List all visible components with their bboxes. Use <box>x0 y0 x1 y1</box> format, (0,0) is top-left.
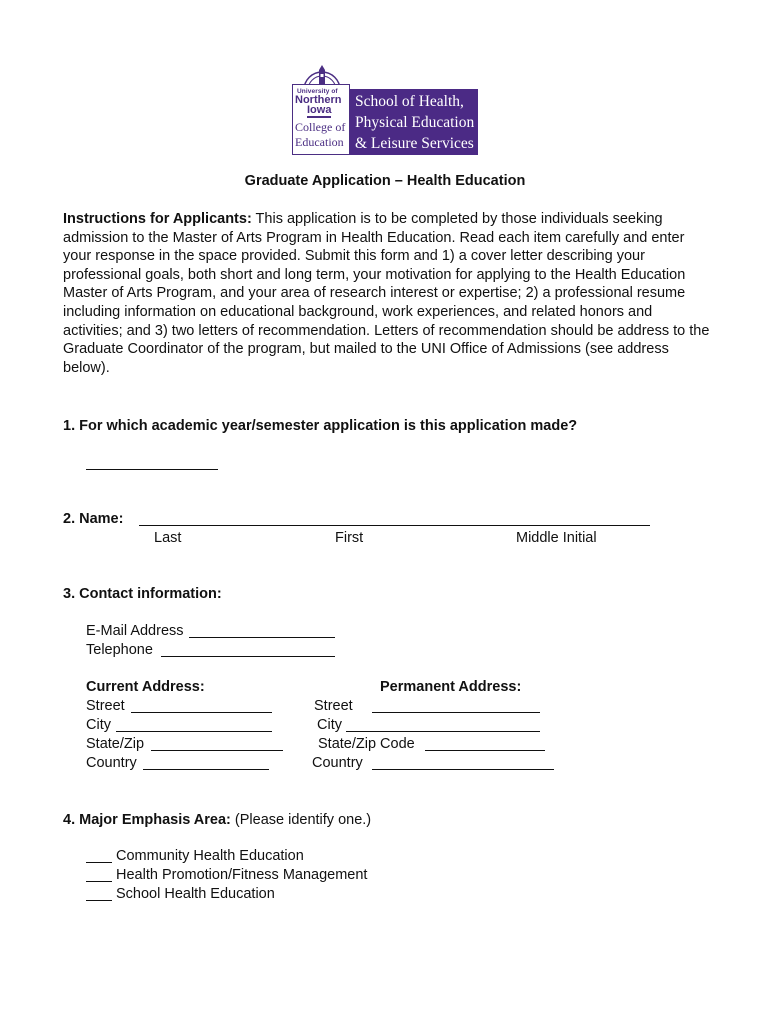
page-title: Graduate Application – Health Education <box>244 173 526 189</box>
academic-year-field[interactable] <box>86 456 218 470</box>
telephone-label: Telephone <box>86 642 153 658</box>
permanent-statezip-label: State/Zip Code <box>318 736 415 752</box>
option-health-promotion-label: Health Promotion/Fitness Management <box>116 867 368 883</box>
current-street-field[interactable] <box>131 699 272 713</box>
current-statezip-label: State/Zip <box>86 736 145 752</box>
name-middle-caption: Middle Initial <box>516 530 597 546</box>
uni-wordmark <box>292 84 350 155</box>
university-of-text: University of <box>297 88 338 95</box>
question-4 <box>63 812 371 828</box>
telephone-field[interactable] <box>161 643 335 657</box>
name-first-caption: First <box>335 530 364 546</box>
school-name-block <box>350 89 478 155</box>
permanent-city-label: City <box>317 717 342 733</box>
name-field[interactable] <box>139 512 650 526</box>
current-city-label: City <box>86 717 111 733</box>
instructions-label: Instructions for Applicants: <box>63 211 252 227</box>
permanent-country-label: Country <box>312 755 363 771</box>
northern-text: Northern <box>295 94 342 106</box>
option-school-health-label: School Health Education <box>116 886 275 902</box>
option-health-promotion-blank[interactable] <box>86 868 112 882</box>
permanent-city-field[interactable] <box>346 718 540 732</box>
college-of-text: College of <box>295 120 346 134</box>
permanent-street-label: Street <box>314 698 353 714</box>
question-2-label: 2. Name: <box>63 511 124 527</box>
option-school-health-blank[interactable] <box>86 887 112 901</box>
current-street-label: Street <box>86 698 125 714</box>
education-text: Education <box>295 135 344 149</box>
email-field[interactable] <box>189 624 335 638</box>
permanent-address-heading: Permanent Address: <box>380 679 522 695</box>
school-line-2: Physical Education <box>355 114 475 131</box>
current-statezip-field[interactable] <box>151 737 283 751</box>
permanent-statezip-field[interactable] <box>425 737 545 751</box>
option-community-label: Community Health Education <box>116 848 304 864</box>
current-address-heading: Current Address: <box>86 679 205 695</box>
permanent-street-field[interactable] <box>372 699 540 713</box>
question-3-label: 3. Contact information: <box>63 586 222 602</box>
question-4-note: (Please identify one.) <box>230 812 372 828</box>
email-label: E-Mail Address <box>86 623 184 639</box>
school-line-1: School of Health, <box>355 93 464 110</box>
instructions-text: This application is to be completed by those individuals seeking admission to the Master of Arts Program in Health Education. Read each item carefully and enter your response in the space provided. Submit this form and 1) a cover letter describing your professional goals, both short and long term, your motivation for applying to the Health Education Master of Arts Program, and your area of research interest or expertise; 2) a professional resume including information on educational background, work experiences, and related honors and activities; and 3) two letters of recommendation. Letters of recommendation should be address to the Graduate Coordinator of the program, but mailed to the UNI Office of Admissions (see address below). <box>63 211 710 376</box>
name-last-caption: Last <box>154 530 182 546</box>
iowa-text: Iowa <box>307 104 332 116</box>
school-line-3: & Leisure Services <box>355 135 474 152</box>
instructions-paragraph <box>63 210 713 377</box>
current-country-field[interactable] <box>143 756 269 770</box>
option-community-blank[interactable] <box>86 849 112 863</box>
question-4-label: 4. Major Emphasis Area: <box>63 812 231 828</box>
current-city-field[interactable] <box>116 718 272 732</box>
current-country-label: Country <box>86 755 137 771</box>
permanent-country-field[interactable] <box>372 756 554 770</box>
question-1-label: 1. For which academic year/semester application is this application made? <box>63 418 578 434</box>
uni-coe-logo <box>292 64 478 155</box>
